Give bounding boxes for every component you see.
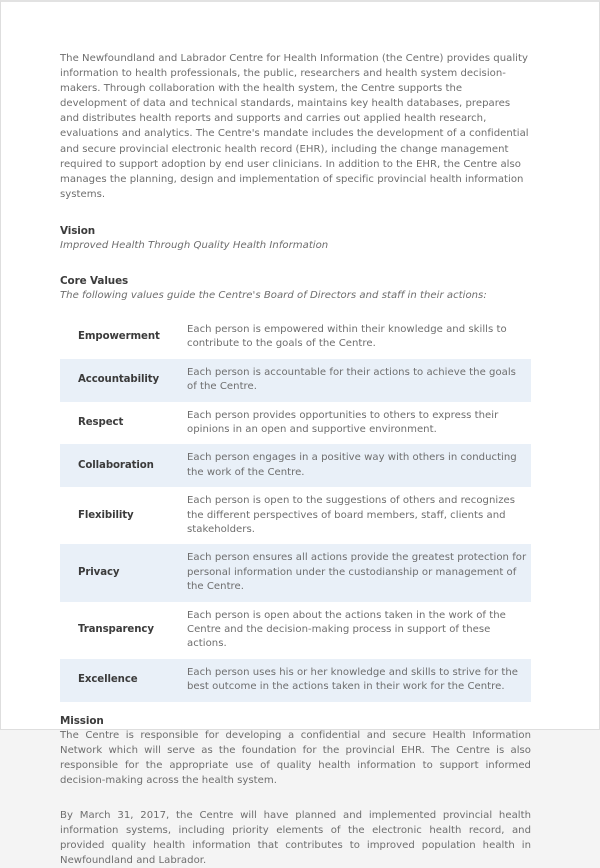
table-row — [60, 359, 531, 402]
table-row — [60, 402, 531, 445]
table-row — [60, 602, 531, 659]
vision-statement: Improved Health Through Quality Health Information — [60, 239, 329, 251]
core-value-description: Each person provides opportunities to others to express their opinions in an open and supportive environment. — [187, 409, 499, 435]
intro-paragraph: The Newfoundland and Labrador Centre for Health Information (the Centre) provides quality information to health professionals, the public, researchers and health system decision-makers. Through collaboration with the health system, the Centre supports the development of data and technical standards, maintains key health databases, prepares and distributes health reports and supports and carries out applied health research, evaluations and analytics. The Centre's mandate includes the development of a confidential and secure provincial electronic health record (EHR), including the change management required to support adoption by end user clinicians. In addition to the EHR, the Centre also manages the planning, design and implementation of specific provincial health information systems. — [60, 53, 529, 200]
core-value-description: Each person is empowered within their knowledge and skills to contribute to the goals of the Centre. — [187, 323, 507, 350]
core-value-label: Collaboration — [78, 459, 154, 471]
table-row — [60, 544, 531, 601]
core-value-description: Each person is open about the actions taken in the work of the Centre and the decision-making process in support of these actions. — [187, 609, 506, 650]
mission-paragraph: The Centre is responsible for developing a confidential and secure Health Information Network which will serve as the foundation for the provincial EHR. The Centre is also responsible for the appropriate use of quality health information to support informed decision-making across the health system. — [60, 729, 531, 786]
core-value-description: Each person ensures all actions provide the greatest protection for personal information under the custodianship or management of the Centre. — [187, 552, 527, 593]
core-value-description: Each person is open to the suggestions of others and recognizes the different perspectives of board members, staff, clients and stakeholders. — [187, 495, 516, 535]
core-values-intro: The following values guide the Centre's Board of Directors and staff in their actions: — [60, 289, 487, 301]
mission-goal-paragraph: By March 31, 2017, the Centre will have planned and implemented provincial health information systems, including priority elements of the electronic health record, and provided quality health information that contributes to improved population health in Newfoundland and Labrador. — [60, 810, 531, 867]
table-row — [60, 487, 531, 544]
vision-heading: Vision — [60, 224, 96, 237]
spacer-before-mission — [60, 702, 531, 714]
spacer-before-goal — [60, 788, 531, 808]
core-value-description: Each person engages in a positive way with others in conducting the work of the Centre. — [187, 452, 517, 478]
core-value-label: Excellence — [78, 674, 138, 686]
spacer-before-table — [60, 303, 531, 316]
core-values-table-body — [60, 316, 531, 702]
spacer-before-core-values — [60, 253, 531, 274]
core-value-label: Flexibility — [78, 509, 134, 521]
core-value-label: Accountability — [78, 374, 160, 386]
core-value-description: Each person is accountable for their actions to achieve the goals of the Centre. — [187, 366, 516, 393]
document-content — [60, 51, 531, 868]
core-value-label: Respect — [78, 416, 124, 428]
core-value-label: Transparency — [78, 624, 154, 636]
table-row — [60, 659, 531, 702]
table-row — [60, 444, 531, 487]
mission-heading: Mission — [60, 714, 104, 727]
table-row — [60, 316, 531, 359]
core-values-table — [60, 316, 531, 702]
core-value-label: Empowerment — [78, 331, 160, 343]
core-values-heading: Core Values — [60, 274, 129, 287]
core-value-label: Privacy — [78, 567, 120, 579]
core-value-description: Each person uses his or her knowledge and skills to strive for the best outcome in the actions taken in their work for the Centre. — [187, 666, 519, 693]
spacer-before-vision — [60, 202, 531, 224]
